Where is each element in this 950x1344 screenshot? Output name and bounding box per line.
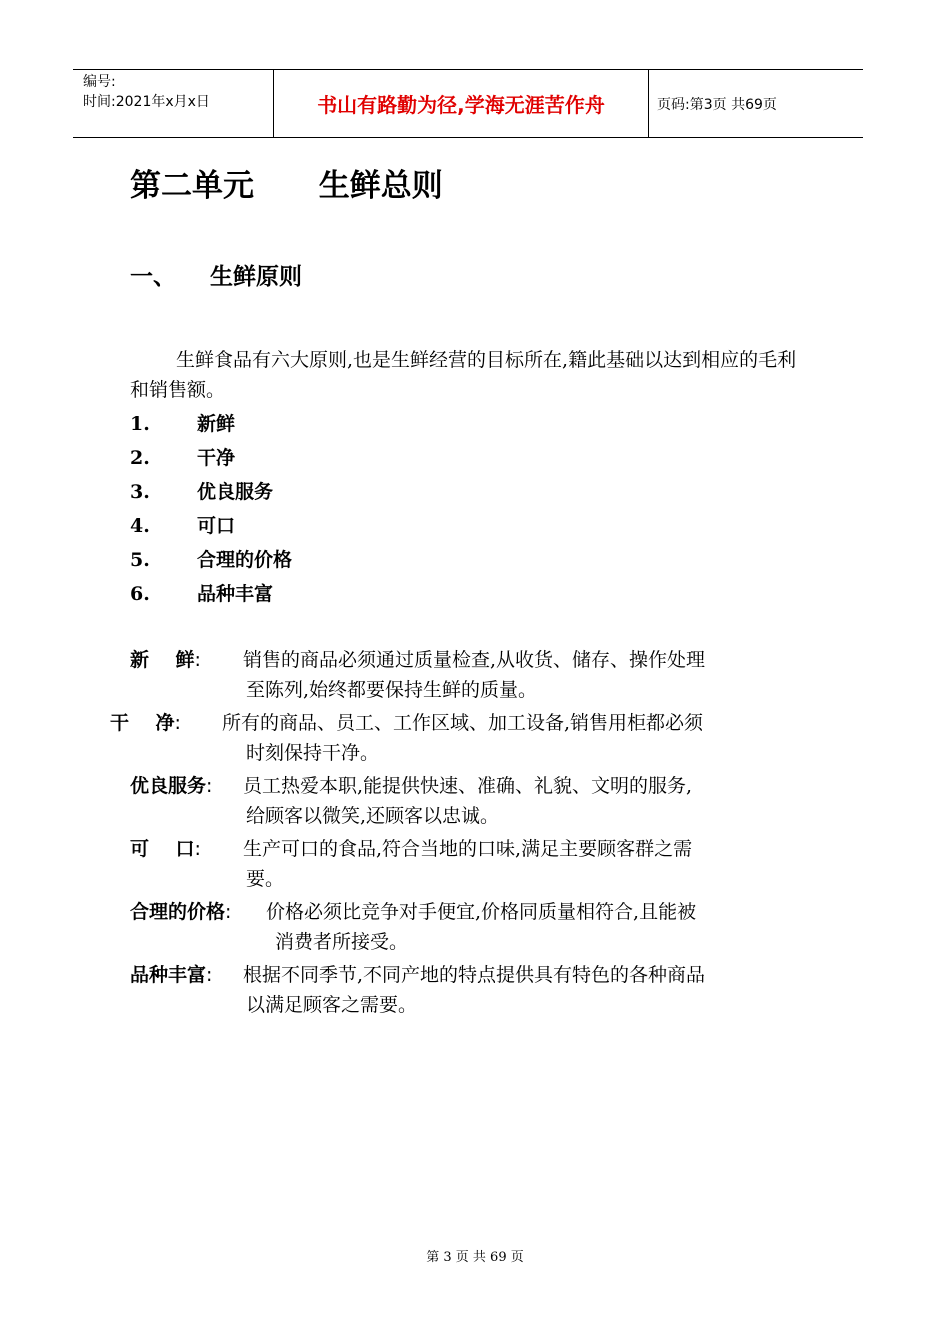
- list-item-number: 2.: [130, 447, 150, 469]
- principles-list: [130, 410, 292, 614]
- definition-price: [0, 897, 950, 960]
- list-item-label: 干净: [197, 447, 236, 469]
- definition-line: 根据不同季节,不同产地的特点提供具有特色的各种商品: [243, 964, 706, 986]
- list-item: [130, 410, 292, 444]
- definition-line: 员工热爱本职,能提供快速、准确、礼貌、文明的服务,: [243, 775, 693, 797]
- time-label: 时间:2021年x月x日: [83, 94, 210, 110]
- page-info: 页码:第3页 共69页: [657, 96, 777, 113]
- definition-line: 要。: [246, 868, 285, 890]
- definition-line: 至陈列,始终都要保持生鲜的质量。: [246, 679, 538, 701]
- header-motto-cell: [274, 70, 649, 137]
- header-meta-cell: [73, 70, 274, 137]
- list-item: [130, 512, 292, 546]
- header-page-cell: [649, 70, 863, 137]
- definitions-list: [0, 645, 950, 1023]
- list-item-label: 新鲜: [197, 413, 236, 435]
- definition-line: 销售的商品必须通过质量检查,从收货、储存、操作处理: [243, 649, 706, 671]
- list-item-number: 5.: [130, 549, 150, 571]
- list-item: [130, 546, 292, 580]
- unit-title: 第二单元 生鲜总则: [130, 168, 443, 204]
- list-item: [130, 580, 292, 614]
- definition-line: 价格必须比竞争对手便宜,价格同质量相符合,且能被: [266, 901, 697, 923]
- list-item: [130, 444, 292, 478]
- definition-fresh: [0, 645, 950, 708]
- list-item-label: 可口: [197, 515, 236, 537]
- list-item-label: 优良服务: [197, 481, 274, 503]
- number-label: 编号:: [83, 74, 116, 90]
- definition-line: 消费者所接受。: [275, 931, 409, 953]
- definition-clean: [0, 708, 950, 771]
- definition-service: [0, 771, 950, 834]
- definition-line: 给顾客以微笑,还顾客以忠诚。: [246, 805, 500, 827]
- definition-term: 合理的价格:: [130, 901, 232, 923]
- list-item: [130, 478, 292, 512]
- list-item-number: 4.: [130, 515, 150, 537]
- intro-paragraph: [130, 345, 810, 405]
- list-item-number: 1.: [130, 413, 150, 435]
- list-item-number: 3.: [130, 481, 150, 503]
- definition-line: 以满足顾客之需要。: [246, 994, 418, 1016]
- section-heading: [130, 258, 302, 291]
- section-title: 生鲜原则: [210, 264, 302, 290]
- intro-text: 生鲜食品有六大原则,也是生鲜经营的目标所在,籍此基础以达到相应的毛利和销售额。: [130, 349, 797, 401]
- definition-term: 优良服务:: [130, 775, 213, 797]
- definition-term: 新 鲜:: [130, 649, 201, 671]
- list-item-label: 品种丰富: [197, 583, 274, 605]
- header-table: [73, 69, 863, 138]
- definition-term: 品种丰富:: [130, 964, 213, 986]
- motto-text: 书山有路勤为径,学海无涯苦作舟: [317, 93, 605, 117]
- definition-variety: [0, 960, 950, 1023]
- definition-line: 生产可口的食品,符合当地的口味,满足主要顾客群之需: [243, 838, 693, 860]
- list-item-number: 6.: [130, 583, 150, 605]
- page-footer: 第 3 页 共 69 页: [426, 1250, 524, 1265]
- definition-line: 所有的商品、员工、工作区域、加工设备,销售用柜都必须: [222, 712, 704, 734]
- definition-line: 时刻保持干净。: [246, 742, 380, 764]
- definition-term: 干 净:: [110, 712, 181, 734]
- definition-tasty: [0, 834, 950, 897]
- definition-term: 可 口:: [130, 838, 201, 860]
- section-number: 一、: [130, 264, 176, 290]
- list-item-label: 合理的价格: [197, 549, 293, 571]
